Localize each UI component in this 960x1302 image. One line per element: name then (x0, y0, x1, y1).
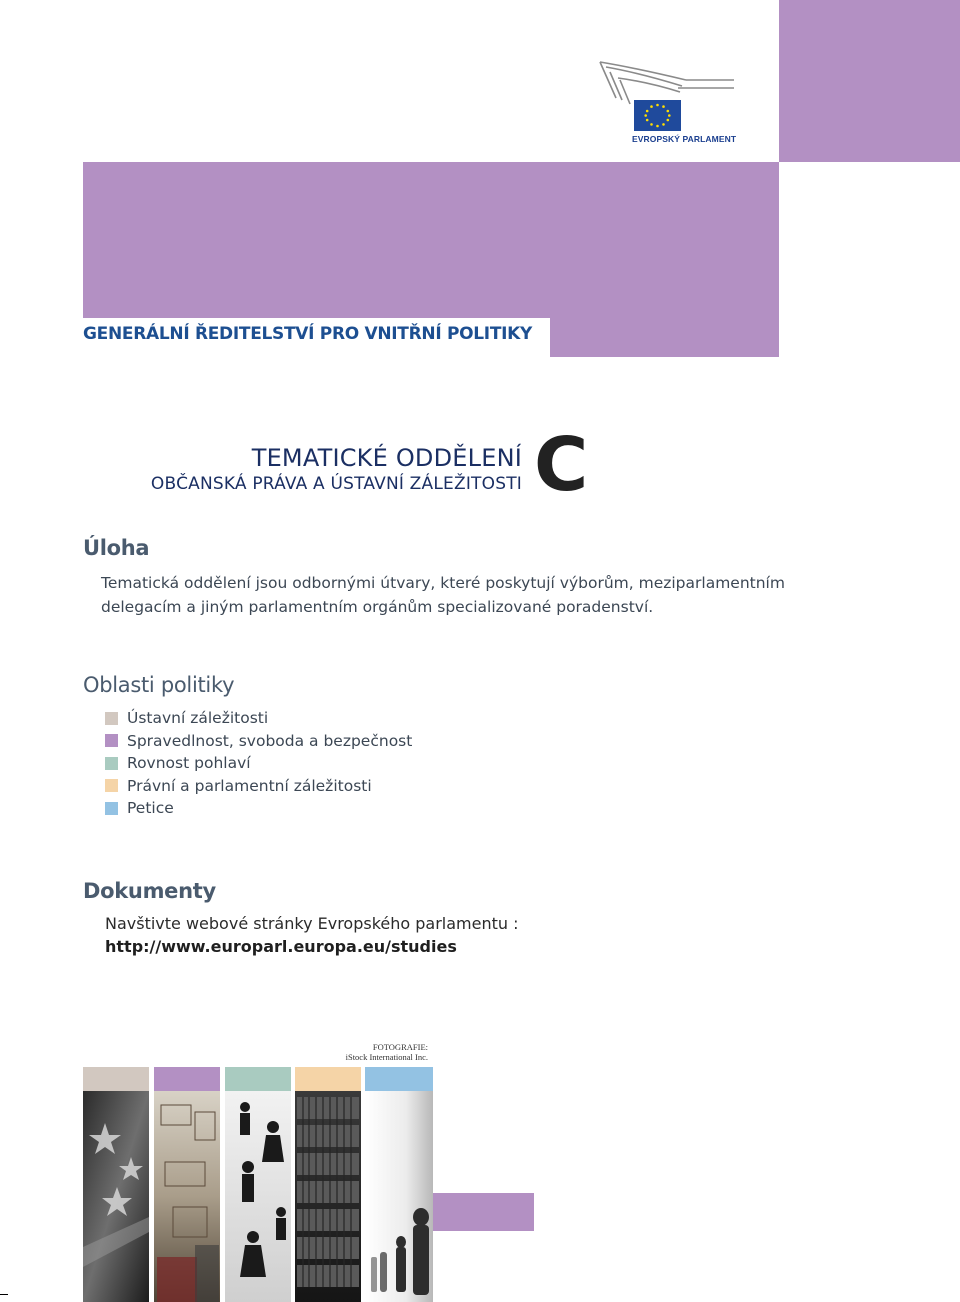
policy-label: Právní a parlamentní záležitosti (127, 776, 372, 795)
policy-label: Rovnost pohlaví (127, 754, 251, 773)
photo-header-5 (365, 1067, 433, 1091)
policy-label: Petice (127, 799, 174, 818)
policy-list (105, 707, 412, 820)
photo-header-2 (154, 1067, 220, 1091)
swatch-gender (105, 757, 118, 770)
photo-header-3 (225, 1067, 291, 1091)
photo-credit-line1: FOTOGRAFIE: (372, 1042, 428, 1052)
policy-label: Ústavní záležitosti (127, 709, 269, 728)
photo-header-1 (83, 1067, 149, 1091)
documents-text: Navštivte webové stránky Evropského parlamentu : (105, 914, 519, 933)
role-text: Tematická oddělení jsou odbornými útvary, které poskytují výborům, meziparlamentním delegacím a jiným parlamentním orgánům specializované poradenství. (101, 574, 785, 616)
policy-label: Spravedlnost, svoboda a bezpečnost (127, 731, 413, 750)
swatch-justice (105, 734, 118, 747)
list-item (105, 797, 412, 820)
logo-label: EVROPSKÝ PARLAMENT (632, 134, 737, 144)
photo-strip (83, 1067, 433, 1302)
header-purple-strip (550, 318, 779, 357)
list-item (105, 775, 412, 798)
directorate-title: GENERÁLNÍ ŘEDITELSTVÍ PRO VNITŘNÍ POLITIKY (83, 324, 533, 344)
department-title: TEMATICKÉ ODDĚLENÍ (251, 444, 522, 472)
list-item (105, 730, 412, 753)
documents-block (105, 912, 519, 958)
department-letter: C (534, 422, 589, 508)
list-item (105, 707, 412, 730)
header-purple-banner (83, 162, 779, 318)
role-heading: Úloha (83, 536, 150, 560)
documents-heading: Dokumenty (83, 879, 216, 903)
bottom-purple-tab (433, 1193, 534, 1231)
photo-credit (300, 1042, 428, 1062)
photo-header-4 (295, 1067, 361, 1091)
swatch-legal (105, 779, 118, 792)
list-item (105, 752, 412, 775)
swatch-constitutional (105, 712, 118, 725)
documents-link[interactable]: http://www.europarl.europa.eu/studies (105, 937, 457, 956)
top-right-purple-block (779, 0, 960, 162)
department-subtitle: OBČANSKÁ PRÁVA A ÚSTAVNÍ ZÁLEŽITOSTI (150, 474, 522, 494)
policy-heading: Oblasti politiky (83, 673, 235, 697)
swatch-petitions (105, 802, 118, 815)
page-edge-mark (0, 1294, 8, 1295)
photo-credit-line2: iStock International Inc. (345, 1052, 428, 1062)
